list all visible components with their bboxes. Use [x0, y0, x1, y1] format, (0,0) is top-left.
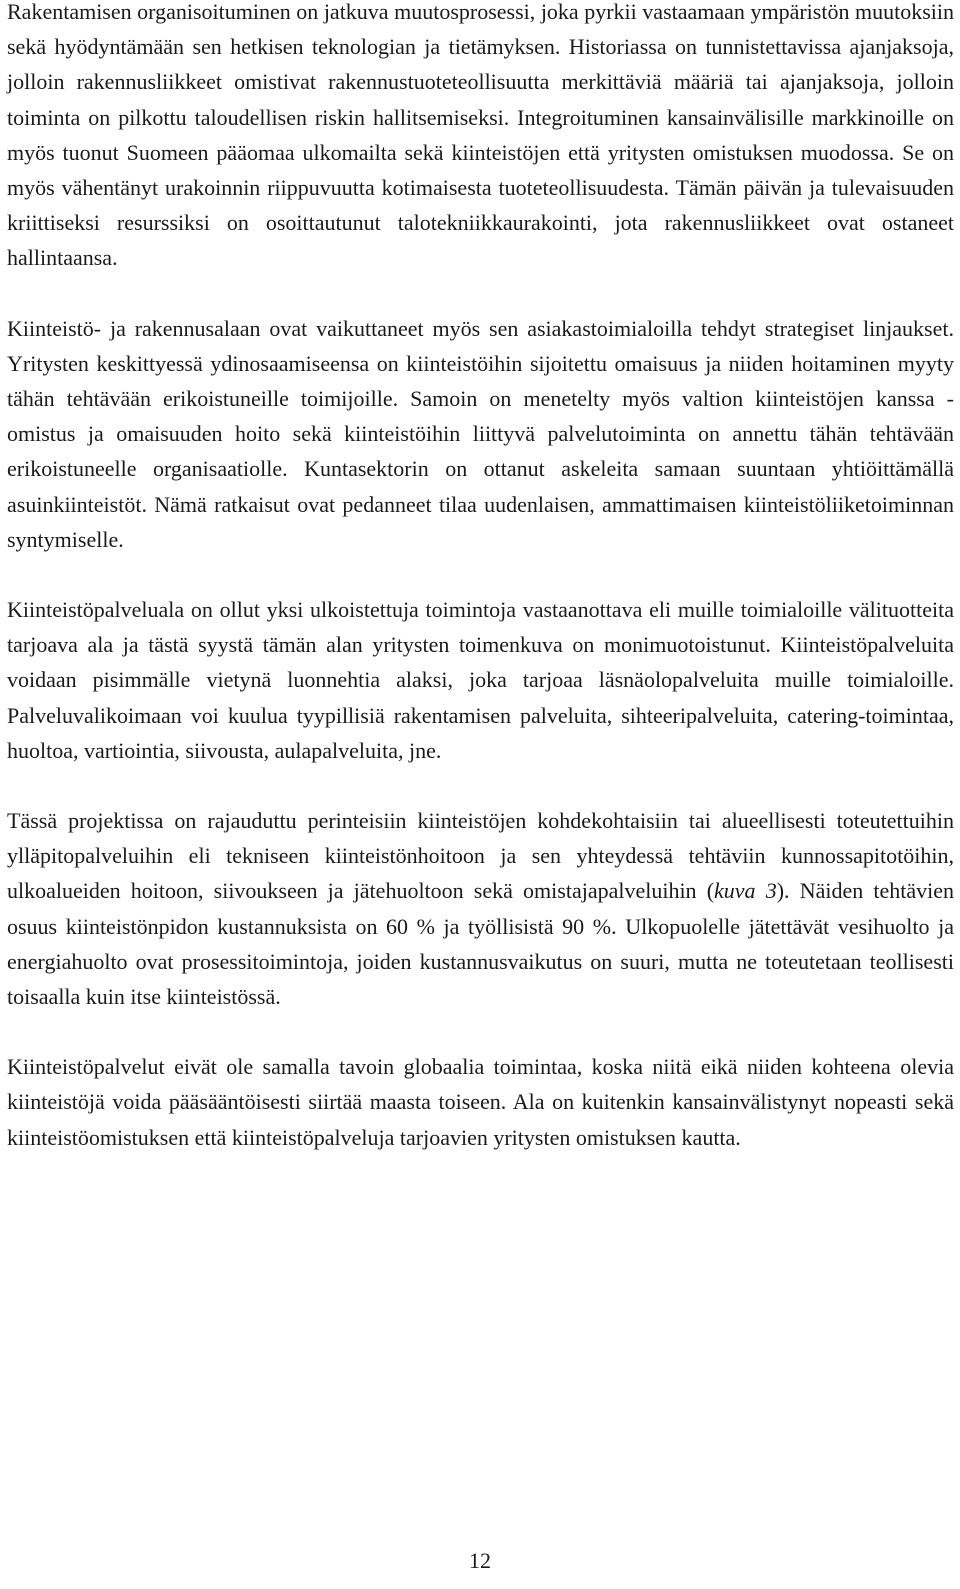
paragraph-1: Rakentamisen organisoituminen on jatkuva muutosprosessi, joka pyrkii vastaamaan ympäristön muutoksiin sekä hyödyntämään sen hetkisen teknologian ja tietämyksen. Historiassa on tunnistettavissa ajanjaksoja, jolloin rakennusliikkeet omistivat rakennustuoteteollisuutta merkittäviä määriä tai ajanjaksoja, jolloin toiminta on pilkottu taloudellisen riskin hallitsemiseksi. Integroituminen kansainvälisille markkinoille on myös tuonut Suomeen pääomaa ulkomailta sekä kiinteistöjen että yritysten omistuksen muodossa. Se on myös vähentänyt urakoinnin riippuvuutta kotimaisesta tuoteteollisuudesta. Tämän päivän ja tulevaisuuden kriittiseksi resurssiksi on osoittautunut talotekniikkaurakointi, jota rakennusliikkeet ovat ostaneet hallintaansa.: [7, 0, 954, 271]
paragraph-gap: [7, 276, 954, 311]
paragraph-gap: [7, 557, 954, 592]
paragraph-4-text-before: Tässä projektissa on rajauduttu perinteisiin kiinteistöjen kohdekohtaisiin tai alueellisesti toteutettuihin ylläpitopalveluihin eli tekniseen kiinteistönhoitoon ja sen yhteydessä tehtäviin kunnossapitotöihin, ulkoalueiden hoitoon, siivoukseen ja jätehuoltoon sekä omistajapalveluihin (: [7, 808, 954, 904]
paragraph-3: Kiinteistöpalveluala on ollut yksi ulkoistettuja toimintoja vastaanottava eli muille toimialoille välituotteita tarjoava ala ja tästä syystä tämän alan yritysten toimenkuva on monimuotoistunut. Kiinteistöpalveluita voidaan pisimmälle vietynä luonnehtia alaksi, joka tarjoaa läsnäolopalveluita muille toimialoille. Palveluvalikoimaan voi kuulua tyypillisiä rakentamisen palveluita, sihteeripalveluita, catering-toimintaa, huoltoa, vartiointia, siivousta, aulapalveluita, jne.: [7, 597, 954, 763]
paragraph-gap: [7, 1014, 954, 1049]
document-page: [7, 0, 954, 1155]
paragraph-2: Kiinteistö- ja rakennusalaan ovat vaikuttaneet myös sen asiakastoimialoilla tehdyt strategiset linjaukset. Yritysten keskittyessä ydinosaamiseensa on kiinteistöihin sijoitettu omaisuus ja niiden hoitaminen myyty tähän tehtävään erikoistuneille toimijoille. Samoin on menetelty myös valtion kiinteistöjen kanssa - omistus ja omaisuuden hoito sekä kiinteistöihin liittyvä palvelutoiminta on annettu tähän tehtävään erikoistuneelle organisaatiolle. Kuntasektorin on ottanut askeleita samaan suuntaan yhtiöittämällä asuinkiinteistöt. Nämä ratkaisut ovat pedanneet tilaa uudenlaisen, ammattimaisen kiinteistöliiketoiminnan syntymiselle.: [7, 315, 954, 552]
paragraph-5: Kiinteistöpalvelut eivät ole samalla tavoin globaalia toimintaa, koska niitä eikä niiden kohteena olevia kiinteistöjä voida pääsääntöisesti siirtää maasta toiseen. Ala on kuitenkin kansainvälistynyt nopeasti sekä kiinteistöomistuksen että kiinteistöpalveluja tarjoavien yritysten omistuksen kautta.: [7, 1054, 954, 1150]
paragraph-4-text-after: ). Näiden tehtävien osuus kiinteistönpidon kustannuksista on 60 % ja työllisistä 90 %. Ulkopuolelle jätettävät vesihuolto ja energiahuolto ovat prosessitoimintoja, joiden kustannusvaikutus on suuri, mutta ne toteutetaan teollisesti toisaalla kuin itse kiinteistössä.: [7, 878, 954, 1010]
paragraph-4: [7, 803, 954, 1014]
page-number: 12: [469, 1548, 491, 1573]
figure-reference: kuva 3: [714, 878, 777, 904]
paragraph-gap: [7, 768, 954, 803]
